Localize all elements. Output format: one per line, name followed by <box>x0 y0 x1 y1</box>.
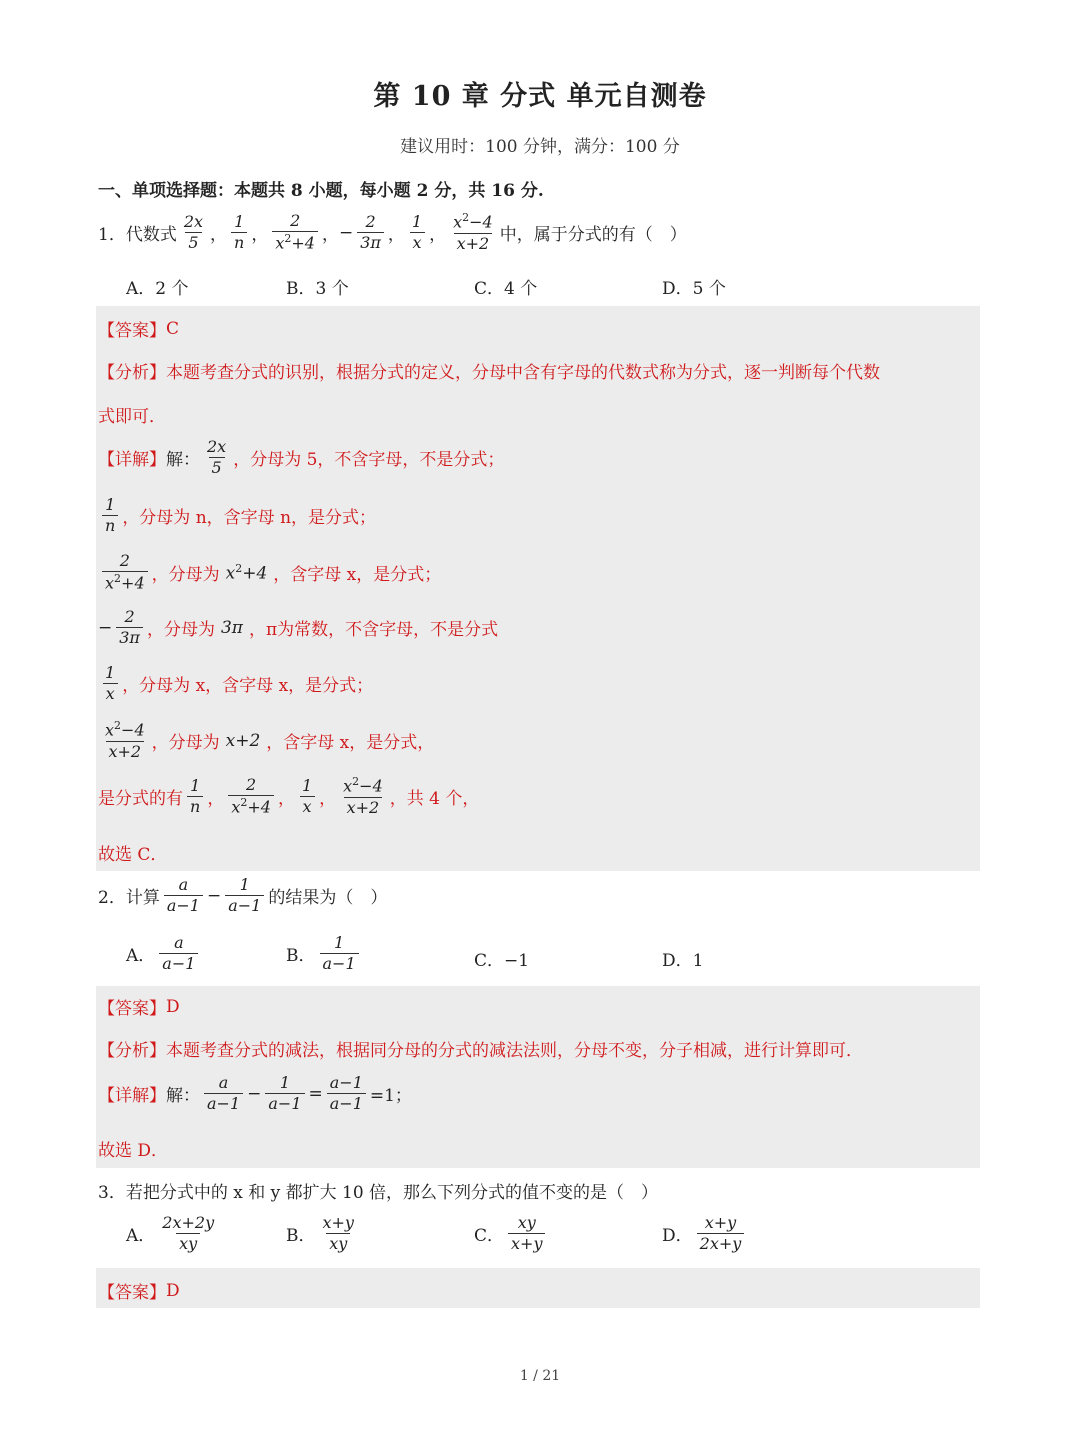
question-1-suffix: 中，属于分式的有（ ） <box>499 225 687 246</box>
fraction: $\frac{1}{a-1}$ <box>265 1074 304 1114</box>
question-1-prefix: 1．代数式 <box>98 225 177 246</box>
fraction: $\frac{a-1}{a-1}$ <box>327 1074 366 1114</box>
fraction: $\frac{x+y}{2x+y}$ <box>697 1214 745 1254</box>
question-1: 1．代数式 $\frac{2x}{5}$ ， $\frac{1}{n}$ ， $\frac{2}{x^2+4}$ ， − $\frac{2}{3\pi}$ ， $\frac{1}{x}$ ， $\frac{x^2-4}{x+2}$ 中，属于分式的有（ ） <box>98 211 687 253</box>
q3-solution-box <box>96 1268 980 1308</box>
option-a: A． $\frac{a}{a-1}$ <box>126 934 202 974</box>
q1-detail-1: 【详解】 解： $\frac{2x}{5}$ ，分母为 5，不含字母，不是分式； <box>98 437 505 478</box>
q1-answer: 【答案】 C <box>98 318 180 341</box>
fraction: $\frac{2x}{5}$ <box>183 211 204 253</box>
fraction: $\frac{2}{3\pi}$ <box>116 608 143 648</box>
fraction: $\frac{2x+2y}{xy}$ <box>162 1213 215 1254</box>
fraction: $\frac{1}{x}$ <box>102 664 118 704</box>
fraction: $\frac{2}{x^2+4}$ <box>228 776 274 817</box>
q1-detail-6: $\frac{x^2-4}{x+2}$ ，分母为 x+2 ，含字母 x，是分式， <box>98 720 434 761</box>
fraction: $\frac{x+y}{xy}$ <box>322 1213 354 1254</box>
fraction: $\frac{2}{3\pi}$ <box>357 213 384 253</box>
q1-detail-2: $\frac{1}{n}$ ，分母为 n，含字母 n，是分式； <box>98 496 376 536</box>
fraction: $\frac{a}{a-1}$ <box>164 876 203 916</box>
q2-conclusion: 故选 D． <box>98 1141 169 1161</box>
q2-detail: 【详解】 解： $\frac{a}{a-1}$ − $\frac{1}{a-1}$ = $\frac{a-1}{a-1}$ =1； <box>98 1073 412 1114</box>
option-a: A． $\frac{2x+2y}{xy}$ <box>126 1214 221 1254</box>
q1-detail-5: $\frac{1}{x}$ ，分母为 x，含字母 x，是分式； <box>98 664 373 704</box>
option-d: D． $\frac{x+y}{2x+y}$ <box>662 1214 748 1254</box>
section-heading: 一、单项选择题：本题共 8 小题，每小题 2 分，共 16 分. <box>98 181 544 201</box>
q1-analysis: 【分析】 本题考查分式的识别，根据分式的定义，分母中含有字母的代数式称为分式，逐一判断每个代数 <box>98 363 880 383</box>
fraction: $\frac{2}{x^2+4}$ <box>272 212 318 253</box>
page-number: 1 / 21 <box>519 1368 561 1384</box>
fraction: $\frac{1}{n}$ <box>187 777 203 817</box>
option-c: C．−1 <box>474 951 530 971</box>
fraction: $\frac{x^2-4}{x+2}$ <box>105 719 145 761</box>
option-d: D．1 <box>662 951 704 971</box>
question-2: 2．计算 $\frac{a}{a-1}$ − $\frac{1}{a-1}$ 的结果为（ ） <box>98 875 388 916</box>
q2-answer: 【答案】 D <box>98 996 180 1019</box>
fraction: $\frac{1}{a-1}$ <box>225 876 264 916</box>
option-b: B． $\frac{1}{a-1}$ <box>286 934 363 974</box>
fraction: $\frac{1}{a-1}$ <box>320 934 359 974</box>
option-c: C．4 个 <box>474 279 538 299</box>
fraction: $\frac{1}{n}$ <box>102 496 118 536</box>
fraction: $\frac{2}{x^2+4}$ <box>102 552 148 593</box>
fraction: $\frac{2x}{5}$ <box>207 437 227 478</box>
option-b: B． $\frac{x+y}{xy}$ <box>286 1214 361 1254</box>
fraction: $\frac{x^2-4}{x+2}$ <box>343 775 383 817</box>
page-title: 第 10 章 分式 单元自测卷 <box>373 81 707 112</box>
fraction: $\frac{x^2-4}{x+2}$ <box>453 211 493 253</box>
q3-answer: 【答案】 D <box>98 1280 180 1303</box>
fraction: $\frac{a}{a-1}$ <box>159 934 198 974</box>
option-d: D．5 个 <box>662 279 726 299</box>
fraction: $\frac{a}{a-1}$ <box>204 1074 243 1114</box>
option-a: A．2 个 <box>126 279 189 299</box>
q1-analysis-cont: 式即可． <box>98 407 166 427</box>
q1-detail-7: 是分式的有 $\frac{1}{n}$ ， $\frac{2}{x^2+4}$ ， $\frac{1}{x}$ ， $\frac{x^2-4}{x+2}$ ，共 4 个， <box>98 775 480 817</box>
q1-detail-3: $\frac{2}{x^2+4}$ ，分母为 $x^2+4$ ，含字母 x，是分式； <box>98 552 441 593</box>
fraction: $\frac{xy}{x+y}$ <box>508 1214 545 1254</box>
option-c: C． $\frac{xy}{x+y}$ <box>474 1214 549 1254</box>
question-3: 3．若把分式中的 x 和 y 都扩大 10 倍，那么下列分式的值不变的是（ ） <box>98 1183 659 1203</box>
q2-analysis: 【分析】 本题考查分式的减法，根据同分母的分式的减法法则，分母不变，分子相减，进行计算即可． <box>98 1041 863 1061</box>
fraction: $\frac{1}{x}$ <box>409 213 425 253</box>
fraction: $\frac{1}{x}$ <box>299 777 315 817</box>
q1-conclusion: 故选 C． <box>98 845 168 865</box>
q1-detail-4: − $\frac{2}{3\pi}$ ，分母为 3π ，π为常数，不含字母，不是分式 <box>98 607 499 648</box>
option-b: B．3 个 <box>286 279 349 299</box>
fraction: $\frac{1}{n}$ <box>231 213 247 253</box>
page-subtitle: 建议用时：100 分钟，满分：100 分 <box>400 137 680 157</box>
